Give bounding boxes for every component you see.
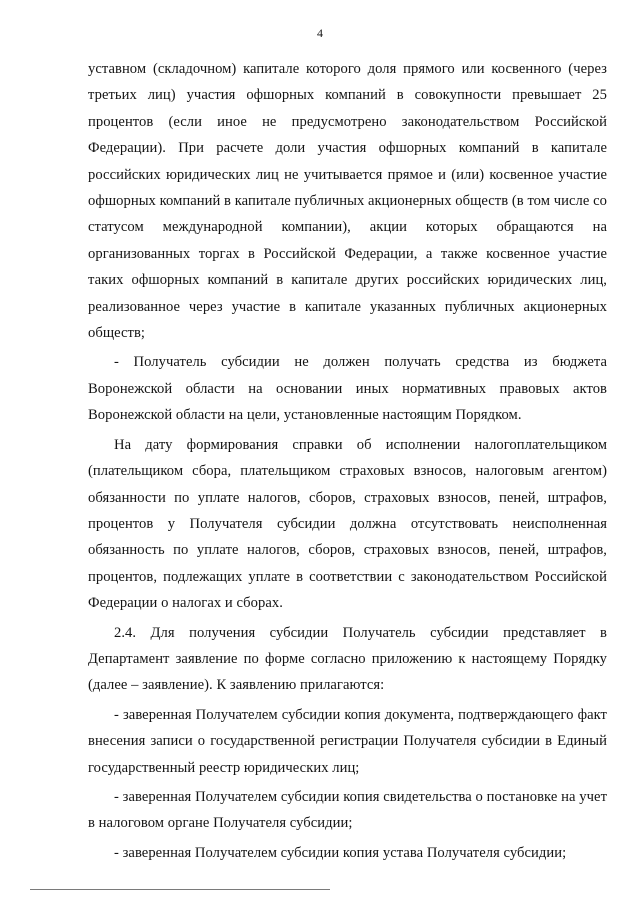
- paragraph-offshore-condition: уставном (складочном) капитале которого доля прямого или косвенного (через третьих лиц) участия офшорных компаний в совокупности превышает 25 процентов (если иное не предусмотрено законодательством Российской Федерации). При расчете доли участия офшорных компаний в капитале российских юридических лиц не учитывается прямое и (или) косвенное участие офшорных компаний в капитале публичных акционерных обществ (в том числе со статусом международной компании), акции которых обращаются на организованных торгах в Российской Федерации, а также косвенное участие таких офшорных компаний в капитале других российских юридических лиц, реализованное через участие в капитале указанных публичных акционерных обществ;: [88, 61, 607, 342]
- page-number: 4: [317, 26, 323, 40]
- document-body: [88, 56, 607, 866]
- paragraph-section-2-4: 2.4. Для получения субсидии Получатель субсидии представляет в Департамент заявление по форме согласно приложению к настоящему Порядку (далее – заявление). К заявлению прилагаются:: [88, 624, 607, 694]
- list-item-charter-copy: - заверенная Получателем субсидии копия устава Получателя субсидии;: [114, 844, 567, 861]
- list-item-registration-record-copy: - заверенная Получателем субсидии копия документа, подтверждающего факт внесения записи о государственной регистрации Получателя субсидии в Единый государственный реестр юридических лиц;: [88, 706, 607, 776]
- paragraph-no-other-budget-funds: - Получатель субсидии не должен получать средства из бюджета Воронежской области на основании иных нормативных правовых актов Воронежской области на цели, установленные настоящим Порядком.: [88, 354, 607, 424]
- list-item-tax-registration-copy: - заверенная Получателем субсидии копия свидетельства о постановке на учет в налоговом органе Получателя субсидии;: [88, 788, 607, 832]
- paragraph-tax-obligations: На дату формирования справки об исполнении налогоплательщиком (плательщиком сбора, плательщиком страховых взносов, налоговым агентом) обязанности по уплате налогов, сборов, страховых взносов, пеней, штрафов, процентов у Получателя субсидии должна отсутствовать неисполненная обязанность по уплате налогов, сборов, страховых взносов, пеней, штрафов, процентов, подлежащих уплате в соответствии с законодательством Российской Федерации о налогах и сборах.: [88, 436, 607, 612]
- bottom-rule: [30, 889, 330, 890]
